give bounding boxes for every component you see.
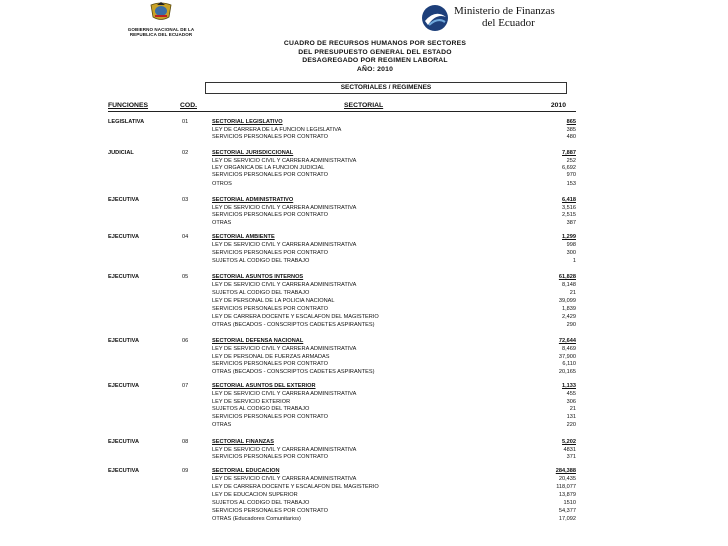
government-coat-of-arms-logo [118, 2, 204, 36]
value-cell: 131 [566, 414, 576, 420]
value-cell: 1,133 [562, 383, 576, 389]
ministry-name-line2: del Ecuador [482, 17, 535, 29]
title-line-4: AÑO: 2010 [356, 65, 394, 73]
funcion-cell: JUDICIAL [108, 150, 134, 156]
sectorial-cell: SERVICIOS PERSONALES POR CONTRATO [212, 172, 328, 178]
cod-cell: 01 [182, 119, 189, 125]
regime-row [108, 249, 576, 257]
value-cell: 387 [566, 220, 576, 226]
value-cell: 284,388 [555, 468, 576, 474]
funcion-cell: EJECUTIVA [108, 274, 139, 280]
sectorial-cell: LEY DE SERVICIO EXTERIOR [212, 399, 291, 405]
coat-of-arms-icon [148, 2, 174, 22]
sectorial-cell: SUJETOS AL CODIGO DEL TRABAJO [212, 258, 310, 264]
value-cell: 455 [566, 391, 576, 397]
value-cell: 21 [569, 406, 576, 412]
regime-row [108, 475, 576, 483]
regime-row [108, 133, 576, 141]
value-cell: 5,202 [562, 439, 576, 445]
cod-cell: 02 [182, 150, 189, 156]
sectorial-cell: SERVICIOS PERSONALES POR CONTRATO [212, 508, 328, 514]
sectorial-cell: OTROS [212, 181, 232, 187]
value-cell: 7,887 [562, 150, 576, 156]
value-cell: 153 [566, 181, 576, 187]
cod-cell: 09 [182, 468, 189, 474]
value-cell: 21 [569, 290, 576, 296]
sectorial-cell: LEY DE CARRERA DE LA FUNCION LEGISLATIVA [212, 127, 342, 133]
sectorial-cell: LEY ORGANICA DE LA FUNCION JUDICIAL [212, 165, 325, 171]
value-cell: 371 [566, 454, 576, 460]
regime-row [108, 405, 576, 413]
ministry-name-line1: Ministerio de Finanzas [454, 5, 555, 17]
regime-row [108, 281, 576, 289]
sectorial-cell: SECTORIAL EDUCACION [212, 468, 280, 474]
sector-row [108, 118, 576, 126]
col-year: 2010 [550, 102, 566, 109]
value-cell: 290 [566, 322, 576, 328]
sectorial-cell: SUJETOS AL CODIGO DEL TRABAJO [212, 500, 310, 506]
title-line-3: DESAGREGADO POR REGIMEN LABORAL [302, 57, 448, 65]
sectorial-cell: SUJETOS AL CODIGO DEL TRABAJO [212, 406, 310, 412]
value-cell: 20,165 [558, 369, 576, 375]
value-cell: 6,110 [562, 361, 576, 367]
sectorial-cell: LEY DE SERVICIO CIVIL Y CARRERA ADMINISTRATIVA [212, 158, 357, 164]
funcion-cell: EJECUTIVA [108, 468, 139, 474]
value-cell: 20,435 [558, 476, 576, 482]
regime-row [108, 360, 576, 368]
regime-row [108, 499, 576, 507]
sectorial-cell: SECTORIAL DEFENSA NACIONAL [212, 338, 304, 344]
sector-row [108, 467, 576, 475]
sectorial-cell: LEY DE SERVICIO CIVIL Y CARRERA ADMINISTRATIVA [212, 476, 357, 482]
sector-row [108, 382, 576, 390]
cod-cell: 03 [182, 197, 189, 203]
sectorial-cell: SERVICIOS PERSONALES POR CONTRATO [212, 361, 328, 367]
value-cell: 1 [572, 258, 576, 264]
value-cell: 6,418 [562, 197, 576, 203]
value-cell: 1510 [563, 500, 576, 506]
sectorial-cell: SERVICIOS PERSONALES POR CONTRATO [212, 250, 328, 256]
sectorial-cell: SECTORIAL ADMINISTRATIVO [212, 197, 294, 203]
regime-row [108, 297, 576, 305]
sectorial-cell: LEY DE SERVICIO CIVIL Y CARRERA ADMINISTRATIVA [212, 346, 357, 352]
sector-row [108, 438, 576, 446]
regime-row [108, 515, 576, 523]
funcion-cell: EJECUTIVA [108, 338, 139, 344]
regime-row [108, 413, 576, 421]
value-cell: 118,077 [556, 484, 576, 490]
sectorial-cell: LEY DE SERVICIO CIVIL Y CARRERA ADMINISTRATIVA [212, 242, 357, 248]
value-cell: 2,515 [562, 212, 576, 218]
value-cell: 39,099 [558, 298, 576, 304]
title-line-1: CUADRO DE RECURSOS HUMANOS POR SECTORES [283, 40, 467, 47]
value-cell: 54,377 [558, 508, 576, 514]
value-cell: 1,299 [562, 234, 576, 240]
sectorial-cell: OTRAS [212, 422, 232, 428]
value-cell: 998 [566, 242, 576, 248]
ministry-swirl-icon [420, 3, 450, 33]
sectorial-cell: SECTORIAL FINANZAS [212, 439, 274, 445]
sectorial-cell: SERVICIOS PERSONALES POR CONTRATO [212, 134, 328, 140]
regime-row [108, 313, 576, 321]
sectorial-cell: SUJETOS AL CODIGO DEL TRABAJO [212, 290, 310, 296]
sectorial-cell: SECTORIAL AMBIENTE [212, 234, 275, 240]
regime-row [108, 368, 576, 376]
table-header [108, 102, 576, 112]
regime-row [108, 507, 576, 515]
value-cell: 6,692 [562, 165, 576, 171]
value-cell: 37,900 [558, 354, 576, 360]
regime-row [108, 390, 576, 398]
value-cell: 970 [566, 172, 576, 178]
cod-cell: 08 [182, 439, 189, 445]
sector-row [108, 196, 576, 204]
value-cell: 300 [566, 250, 576, 256]
sectorial-cell: SERVICIOS PERSONALES POR CONTRATO [212, 306, 328, 312]
sectorial-cell: LEY DE SERVICIO CIVIL Y CARRERA ADMINISTRATIVA [212, 447, 357, 453]
value-cell: 13,879 [558, 492, 576, 498]
sectorial-cell: SECTORIAL JURISDICCIONAL [212, 150, 294, 156]
sectorial-cell: LEY DE PERSONAL DE LA POLICIA NACIONAL [212, 298, 335, 304]
sectorial-cell: SECTORIAL ASUNTOS DEL EXTERIOR [212, 383, 316, 389]
cod-cell: 04 [182, 234, 189, 240]
sectorial-cell: SERVICIOS PERSONALES POR CONTRATO [212, 414, 328, 420]
regime-row [108, 491, 576, 499]
sectorial-cell: SECTORIAL LEGISLATIVO [212, 119, 283, 125]
sectorial-cell: LEY DE EDUCACION SUPERIOR [212, 492, 298, 498]
value-cell: 72,644 [558, 338, 576, 344]
funcion-cell: EJECUTIVA [108, 234, 139, 240]
sector-row [108, 149, 576, 157]
cod-cell: 06 [182, 338, 189, 344]
sectorial-cell: SERVICIOS PERSONALES POR CONTRATO [212, 212, 328, 218]
regime-row [108, 180, 576, 188]
cod-cell: 05 [182, 274, 189, 280]
regime-row [108, 211, 576, 219]
sectorial-cell: LEY DE SERVICIO CIVIL Y CARRERA ADMINISTRATIVA [212, 282, 357, 288]
regime-row [108, 257, 576, 265]
col-funciones: FUNCIONES [108, 102, 149, 109]
sectorial-cell: OTRAS [212, 220, 232, 226]
regime-row [108, 483, 576, 491]
value-cell: 2,429 [562, 314, 576, 320]
sectorial-cell: SERVICIOS PERSONALES POR CONTRATO [212, 454, 328, 460]
sectoriales-regimenes-box: SECTORIALES / REGIMENES [205, 82, 567, 94]
regime-row [108, 241, 576, 249]
regime-row [108, 345, 576, 353]
value-cell: 1,839 [562, 306, 576, 312]
sector-row [108, 273, 576, 281]
sectorial-cell: LEY DE CARRERA DOCENTE Y ESCALAFON DEL MAGISTERIO [212, 314, 379, 320]
ministry-of-finance-logo [420, 3, 570, 35]
cod-cell: 07 [182, 383, 189, 389]
regime-row [108, 289, 576, 297]
sector-row [108, 233, 576, 241]
value-cell: 306 [566, 399, 576, 405]
gov-logo-caption: GOBIERNO NACIONAL DE LA REPUBLICA DEL ECUADOR [127, 27, 195, 37]
sectorial-cell: OTRAS (BECADOS - CONSCRIPTOS CADETES ASPIRANTES) [212, 322, 375, 328]
regime-row [108, 421, 576, 429]
value-cell: 220 [566, 422, 576, 428]
sector-row [108, 337, 576, 345]
sectorial-cell: LEY DE SERVICIO CIVIL Y CARRERA ADMINISTRATIVA [212, 205, 357, 211]
funcion-cell: LEGISLATIVA [108, 119, 145, 125]
value-cell: 61,828 [558, 274, 576, 280]
funcion-cell: EJECUTIVA [108, 383, 139, 389]
value-cell: 4831 [563, 447, 576, 453]
sectorial-cell: LEY DE SERVICIO CIVIL Y CARRERA ADMINISTRATIVA [212, 391, 357, 397]
value-cell: 480 [566, 134, 576, 140]
regime-row [108, 453, 576, 461]
regime-row [108, 171, 576, 179]
value-cell: 3,516 [562, 205, 576, 211]
col-sectorial: SECTORIAL [344, 102, 384, 109]
sectorial-cell: SECTORIAL ASUNTOS INTERNOS [212, 274, 304, 280]
funcion-cell: EJECUTIVA [108, 439, 139, 445]
funcion-cell: EJECUTIVA [108, 197, 139, 203]
value-cell: 865 [566, 119, 576, 125]
sectorial-cell: OTRAS (BECADOS - CONSCRIPTOS CADETES ASPIRANTES) [212, 369, 375, 375]
value-cell: 252 [566, 158, 576, 164]
sectorial-cell: LEY DE CARRERA DOCENTE Y ESCALAFON DEL MAGISTERIO [212, 484, 379, 490]
value-cell: 8,469 [562, 346, 576, 352]
value-cell: 8,148 [562, 282, 576, 288]
sectorial-cell: OTRAS (Educadores Comunitarios) [212, 516, 301, 522]
value-cell: 385 [566, 127, 576, 133]
regime-row [108, 219, 576, 227]
regime-row [108, 305, 576, 313]
document-title [230, 40, 520, 74]
regime-row [108, 321, 576, 329]
value-cell: 17,092 [558, 516, 576, 522]
col-cod: COD. [180, 102, 197, 109]
title-line-2: DEL PRESUPUESTO GENERAL DEL ESTADO [298, 48, 452, 56]
sectorial-cell: LEY DE PERSONAL DE FUERZAS ARMADAS [212, 354, 330, 360]
